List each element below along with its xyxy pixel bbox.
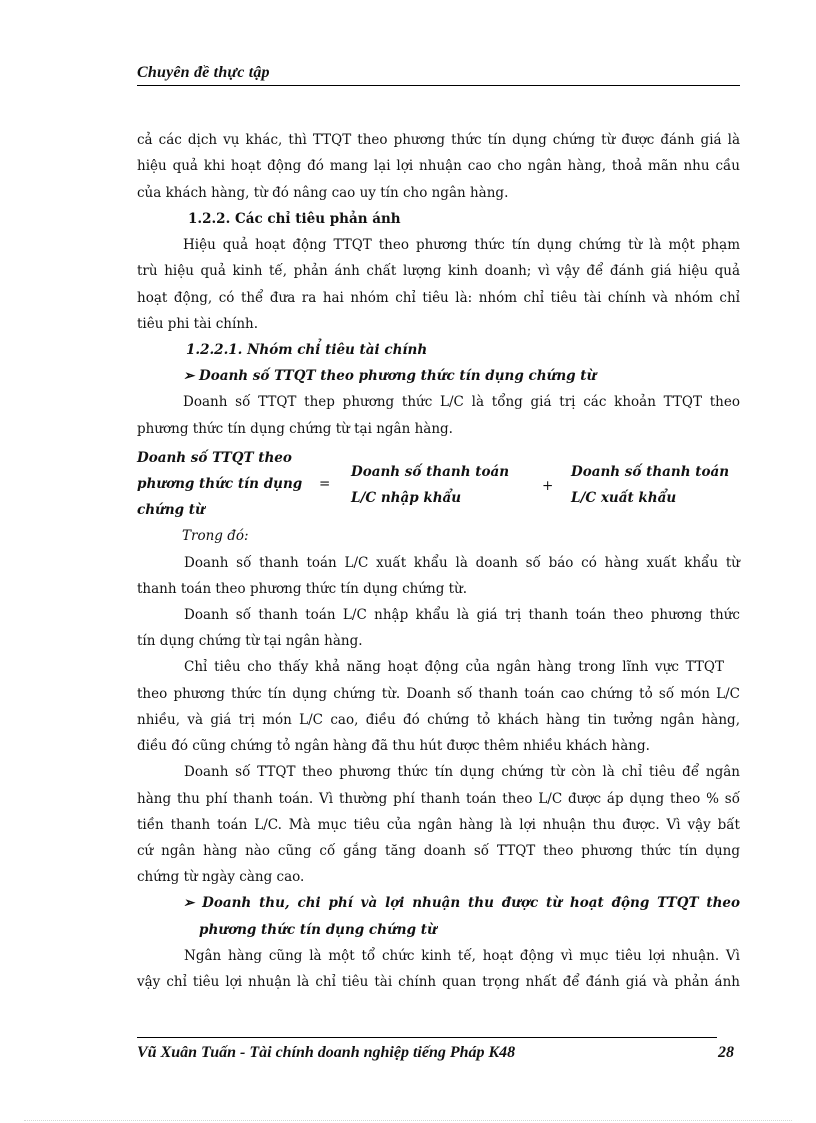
paragraph-line: Hiệu quả hoạt động TTQT theo phương thức tín dụng chứng từ là một phạm: [183, 237, 740, 253]
bullet-heading: ➢ Doanh thu, chi phí và lợi nhuận thu được từ hoạt động TTQT theo: [183, 895, 740, 911]
paragraph-line: vậy chỉ tiêu lợi nhuận là chỉ tiêu tài chính quan trọng nhất để đánh giá và phản ánh: [137, 974, 740, 990]
paragraph-line: Doanh số TTQT thep phương thức L/C là tổng giá trị các khoản TTQT theo: [183, 394, 740, 410]
paragraph-line: cả các dịch vụ khác, thì TTQT theo phương thức tín dụng chứng từ được đánh giá là: [137, 132, 740, 148]
paragraph-line: tín dụng chứng từ tại ngân hàng.: [137, 633, 363, 649]
paragraph-line: nhiều, và giá trị món L/C cao, điều đó chứng tỏ khách hàng tin tưởng ngân hàng,: [137, 712, 740, 728]
subsection-heading: 1.2.2.1. Nhóm chỉ tiêu tài chính: [186, 342, 428, 358]
page-header: [137, 64, 740, 86]
paragraph-line: tiền thanh toán L/C. Mà mục tiêu của ngân hàng là lợi nhuận thu được. Vì vậy bất: [137, 817, 740, 833]
header-title: Chuyên đề thực tập: [137, 64, 270, 81]
formula-lhs-line: chứng từ: [137, 502, 205, 518]
header-rule: [137, 85, 740, 86]
bullet-heading-cont: phương thức tín dụng chứng từ: [199, 922, 437, 938]
paragraph-line: trù hiệu quả kinh tế, phản ánh chất lượng kinh doanh; vì vậy để đánh giá hiệu quả: [137, 263, 740, 279]
formula-lhs-line: phương thức tín dụng: [137, 476, 303, 492]
paragraph-line: cứ ngân hàng nào cũng cố gắng tăng doanh số TTQT theo phương thức tín dụng: [137, 843, 740, 859]
equals-sign: =: [319, 476, 331, 492]
formula-term-export: Doanh số thanh toán: [571, 464, 730, 480]
plus-sign: +: [542, 478, 554, 494]
bullet-heading: ➢ Doanh số TTQT theo phương thức tín dụng chứng từ: [183, 368, 597, 384]
formula: [137, 450, 740, 522]
footer-rule: [137, 1037, 717, 1038]
paragraph-line: hàng thu phí thanh toán. Vì thường phí thanh toán theo L/C được áp dụng theo % số: [137, 791, 740, 807]
paragraph-line: thanh toán theo phương thức tín dụng chứng từ.: [137, 581, 468, 597]
paragraph-line: chứng từ ngày càng cao.: [137, 869, 305, 885]
page-bottom-dotted-rule: [24, 1120, 792, 1121]
paragraph-line: Doanh số thanh toán L/C nhập khẩu là giá trị thanh toán theo phương thức: [184, 607, 740, 623]
formula-term-import: L/C nhập khẩu: [351, 490, 462, 506]
paragraph-line: điều đó cũng chứng tỏ ngân hàng đã thu hút được thêm nhiều khách hàng.: [137, 738, 650, 754]
paragraph-line: hoạt động, có thể đưa ra hai nhóm chỉ tiêu là: nhóm chỉ tiêu tài chính và nhóm chỉ: [137, 290, 740, 306]
paragraph-line: theo phương thức tín dụng chứng từ. Doanh số thanh toán cao chứng tỏ số món L/C: [137, 686, 740, 702]
paragraph-line: Doanh số TTQT theo phương thức tín dụng chứng từ còn là chỉ tiêu để ngân: [184, 764, 740, 780]
section-heading: 1.2.2. Các chỉ tiêu phản ánh: [188, 211, 401, 227]
note-label: Trong đó:: [182, 528, 249, 544]
formula-term-export: L/C xuất khẩu: [571, 490, 677, 506]
paragraph-line: phương thức tín dụng chứng từ tại ngân hàng.: [137, 421, 453, 437]
paragraph-line: của khách hàng, từ đó nâng cao uy tín cho ngân hàng.: [137, 185, 509, 201]
paragraph-line: hiệu quả khi hoạt động đó mang lại lợi nhuận cao cho ngân hàng, thoả mãn nhu cầu: [137, 158, 740, 174]
formula-lhs-line: Doanh số TTQT theo: [137, 450, 292, 466]
paragraph-line: Chỉ tiêu cho thấy khả năng hoạt động của ngân hàng trong lĩnh vực TTQT: [184, 659, 724, 675]
footer-author: Vũ Xuân Tuấn - Tài chính doanh nghiệp tiếng Pháp K48: [137, 1044, 516, 1061]
page-number: 28: [718, 1044, 734, 1061]
formula-term-import: Doanh số thanh toán: [351, 464, 510, 480]
paragraph-line: Ngân hàng cũng là một tổ chức kinh tế, hoạt động vì mục tiêu lợi nhuận. Vì: [184, 948, 740, 964]
paragraph-line: tiêu phi tài chính.: [137, 316, 258, 332]
paragraph-line: Doanh số thanh toán L/C xuất khẩu là doanh số báo có hàng xuất khẩu từ: [184, 555, 740, 571]
